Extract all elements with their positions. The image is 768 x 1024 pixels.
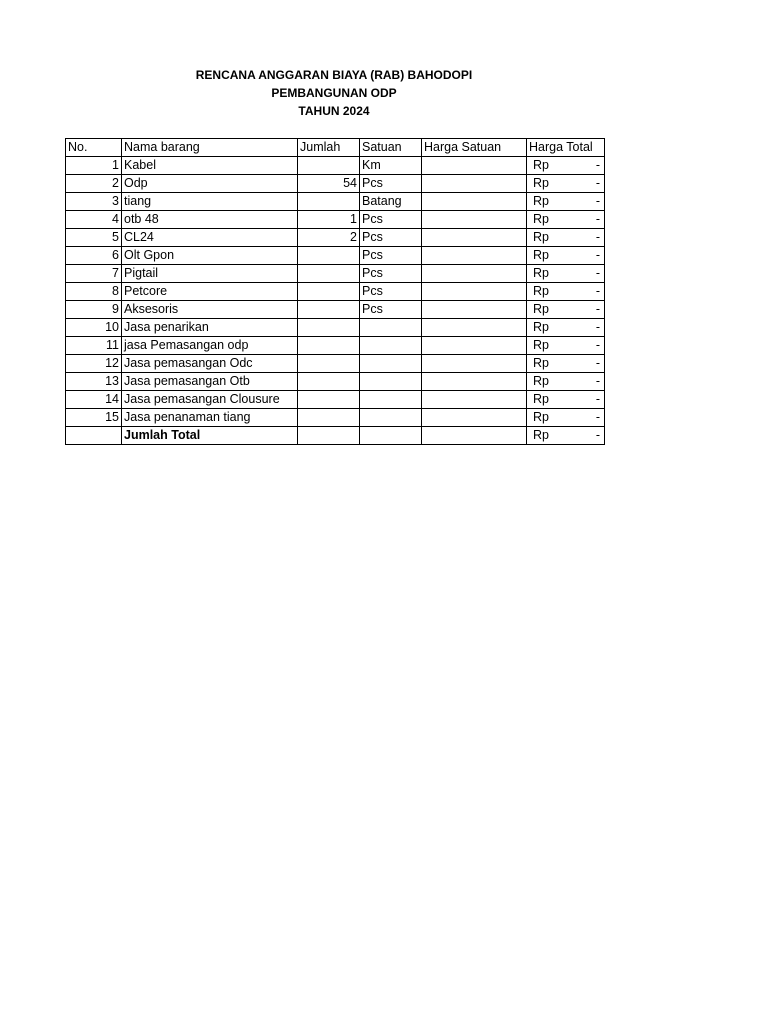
row-satuan-cell [360,373,422,391]
row-satuan-cell: Pcs [360,211,422,229]
row-jumlah-cell: 1 [298,211,360,229]
row-no-cell: 8 [66,283,122,301]
total-row [66,427,605,445]
title-line-2: PEMBANGUNAN ODP [271,86,397,100]
row-satuan-cell [360,355,422,373]
row-satuan-cell [360,409,422,427]
table-row [66,355,605,373]
row-harga-satuan-cell [422,211,527,229]
table-row [66,265,605,283]
row-total-value: - [595,248,600,262]
row-harga-total-cell [527,373,605,391]
row-no-cell: 3 [66,193,122,211]
row-harga-total-cell [527,355,605,373]
row-harga-total-cell [527,157,605,175]
row-total-value: - [595,194,600,208]
row-jumlah-cell: 54 [298,175,360,193]
row-no-cell: 5 [66,229,122,247]
row-nama-barang-cell: Odp [122,175,298,193]
table-row [66,301,605,319]
row-total-value: - [595,338,600,352]
row-harga-satuan-cell [422,175,527,193]
table-row [66,391,605,409]
row-nama-barang-cell: Olt Gpon [122,247,298,265]
row-harga-total-cell [527,229,605,247]
row-jumlah-cell [298,301,360,319]
row-nama-barang-cell: jasa Pemasangan odp [122,337,298,355]
row-harga-total-cell [527,193,605,211]
row-no-cell: 7 [66,265,122,283]
row-harga-satuan-cell [422,319,527,337]
row-total-value: - [595,212,600,226]
row-harga-satuan-cell [422,283,527,301]
row-currency: Rp [533,338,549,352]
document-title-block [64,66,604,120]
total-value: - [595,428,600,442]
row-harga-satuan-cell [422,301,527,319]
row-currency: Rp [533,320,549,334]
row-jumlah-cell: 2 [298,229,360,247]
row-currency: Rp [533,176,549,190]
row-nama-barang-cell: Pigtail [122,265,298,283]
title-line-1: RENCANA ANGGARAN BIAYA (RAB) BAHODOPI [195,68,473,82]
row-harga-total-cell [527,301,605,319]
row-jumlah-cell [298,247,360,265]
row-jumlah-cell [298,319,360,337]
total-label: Jumlah Total [122,427,298,445]
row-no-cell: 6 [66,247,122,265]
row-total-value: - [595,320,600,334]
row-harga-satuan-cell [422,355,527,373]
row-no-cell: 13 [66,373,122,391]
row-satuan-cell: Batang [360,193,422,211]
table-row [66,409,605,427]
row-currency: Rp [533,356,549,370]
rab-table [65,138,605,445]
row-total-value: - [595,356,600,370]
total-harga-satuan-cell [422,427,527,445]
row-no-cell: 9 [66,301,122,319]
row-satuan-cell: Pcs [360,175,422,193]
row-total-value: - [595,176,600,190]
row-jumlah-cell [298,373,360,391]
row-currency: Rp [533,158,549,172]
table-body [66,157,605,427]
row-harga-satuan-cell [422,247,527,265]
row-harga-total-cell [527,391,605,409]
row-satuan-cell: Pcs [360,265,422,283]
row-currency: Rp [533,374,549,388]
row-nama-barang-cell: Jasa pemasangan Clousure [122,391,298,409]
table-row [66,319,605,337]
row-satuan-cell: Pcs [360,301,422,319]
row-nama-barang-cell: Jasa pemasangan Odc [122,355,298,373]
header-harga-total: Harga Total [527,139,605,157]
row-no-cell: 2 [66,175,122,193]
row-satuan-cell: Pcs [360,229,422,247]
row-currency: Rp [533,212,549,226]
row-harga-satuan-cell [422,373,527,391]
row-nama-barang-cell: tiang [122,193,298,211]
row-nama-barang-cell: Jasa penarikan [122,319,298,337]
row-satuan-cell: Pcs [360,247,422,265]
header-harga-satuan: Harga Satuan [422,139,527,157]
total-no-cell [66,427,122,445]
total-jumlah-cell [298,427,360,445]
row-harga-total-cell [527,211,605,229]
row-jumlah-cell [298,409,360,427]
row-currency: Rp [533,194,549,208]
row-jumlah-cell [298,337,360,355]
table-header-row [66,139,605,157]
row-harga-total-cell [527,319,605,337]
row-jumlah-cell [298,283,360,301]
row-harga-satuan-cell [422,265,527,283]
row-satuan-cell: Pcs [360,283,422,301]
header-satuan: Satuan [360,139,422,157]
row-satuan-cell [360,391,422,409]
table-row [66,373,605,391]
row-total-value: - [595,158,600,172]
table-row [66,229,605,247]
row-no-cell: 12 [66,355,122,373]
row-total-value: - [595,374,600,388]
row-harga-total-cell [527,283,605,301]
row-harga-total-cell [527,265,605,283]
table-row [66,211,605,229]
header-jumlah: Jumlah [298,139,360,157]
table-row [66,193,605,211]
row-total-value: - [595,410,600,424]
row-no-cell: 4 [66,211,122,229]
table-row [66,247,605,265]
row-harga-satuan-cell [422,157,527,175]
row-harga-satuan-cell [422,229,527,247]
row-total-value: - [595,302,600,316]
row-nama-barang-cell: Jasa penanaman tiang [122,409,298,427]
row-jumlah-cell [298,391,360,409]
row-jumlah-cell [298,157,360,175]
total-harga-total-cell [527,427,605,445]
row-harga-total-cell [527,175,605,193]
row-currency: Rp [533,392,549,406]
table-row [66,337,605,355]
header-no: No. [66,139,122,157]
row-jumlah-cell [298,355,360,373]
row-nama-barang-cell: Aksesoris [122,301,298,319]
row-harga-satuan-cell [422,409,527,427]
row-nama-barang-cell: Kabel [122,157,298,175]
row-nama-barang-cell: CL24 [122,229,298,247]
row-currency: Rp [533,410,549,424]
title-line-3: TAHUN 2024 [298,104,370,118]
total-currency: Rp [533,428,549,442]
table-row [66,175,605,193]
header-nama-barang: Nama barang [122,139,298,157]
row-total-value: - [595,392,600,406]
row-nama-barang-cell: otb 48 [122,211,298,229]
row-currency: Rp [533,284,549,298]
row-currency: Rp [533,302,549,316]
row-no-cell: 15 [66,409,122,427]
row-harga-satuan-cell [422,193,527,211]
row-jumlah-cell [298,265,360,283]
row-satuan-cell [360,319,422,337]
row-nama-barang-cell: Jasa pemasangan Otb [122,373,298,391]
row-total-value: - [595,284,600,298]
row-currency: Rp [533,266,549,280]
row-harga-total-cell [527,247,605,265]
table-row [66,283,605,301]
row-no-cell: 11 [66,337,122,355]
row-total-value: - [595,230,600,244]
row-jumlah-cell [298,193,360,211]
row-harga-satuan-cell [422,391,527,409]
row-no-cell: 10 [66,319,122,337]
row-no-cell: 14 [66,391,122,409]
table-row [66,157,605,175]
row-currency: Rp [533,248,549,262]
row-satuan-cell: Km [360,157,422,175]
row-harga-total-cell [527,409,605,427]
row-no-cell: 1 [66,157,122,175]
row-satuan-cell [360,337,422,355]
row-nama-barang-cell: Petcore [122,283,298,301]
row-harga-satuan-cell [422,337,527,355]
row-currency: Rp [533,230,549,244]
row-total-value: - [595,266,600,280]
row-harga-total-cell [527,337,605,355]
total-satuan-cell [360,427,422,445]
